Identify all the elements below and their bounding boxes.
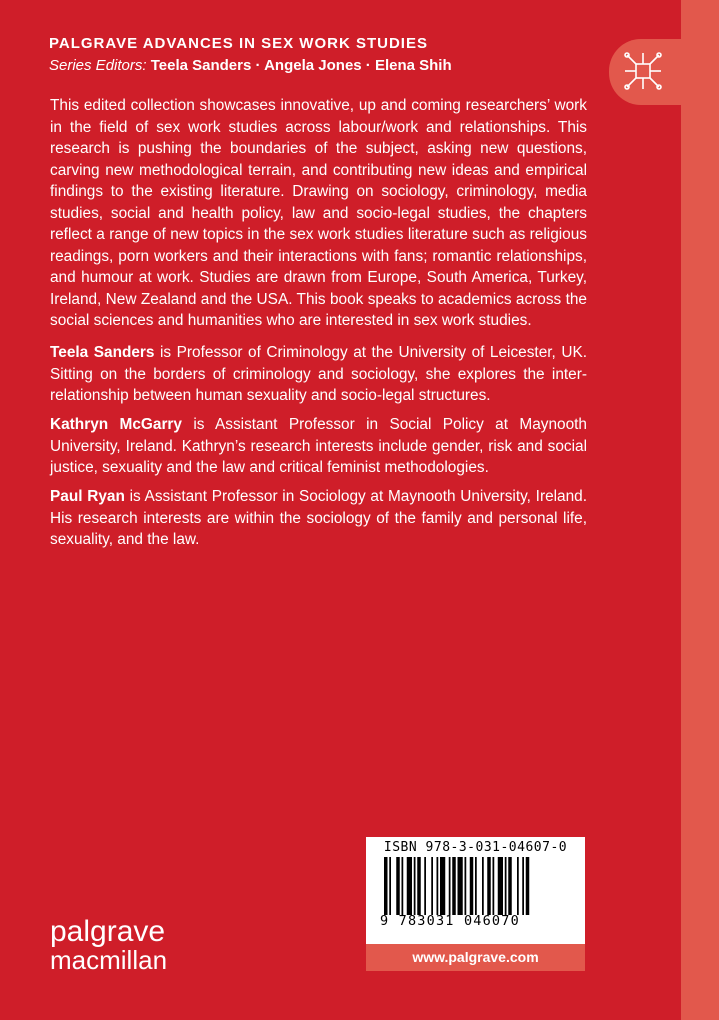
spine-stripe	[681, 0, 719, 1020]
book-description: This edited collection showcases innovative, up and coming researchers’ work in the field of sex work studies across labour/work and relationships. This research is pushing the boundaries of the subject, asking new questions, carving new methodological terrain, and contributing new ideas and empirical findings to the existing literature. Drawing on sociology, criminology, media studies, social and health policy, law and socio-legal studies, the chapters reflect a range of new topics in the sex work studies literature such as religious readings, porn workers and their interactions with fans; romantic relationships, and humour at work. Studies are drawn from Europe, South America, Turkey, Ireland, New Zealand and the USA. This book speaks to academics across the social sciences and humanities who are interested in sex work studies.	[50, 97, 587, 329]
author-bio-text: is Assistant Professor in Social Policy at Maynooth University, Ireland. Kathryn’s research interests include gender, risk and social justice, sexuality and the law and critical feminist methodologies.	[50, 416, 587, 476]
series-title: PALGRAVE ADVANCES IN SEX WORK STUDIES	[49, 35, 428, 52]
publisher-name-line1: palgrave	[50, 915, 166, 948]
barcode-bars	[384, 857, 574, 915]
author-bio	[50, 342, 587, 407]
author-name: Paul Ryan	[50, 488, 125, 505]
series-editors-names: Teela Sanders · Angela Jones · Elena Shih	[150, 57, 452, 74]
publisher-logo	[50, 915, 168, 975]
series-editors-label: Series Editors:	[49, 57, 147, 74]
author-name: Teela Sanders	[50, 344, 155, 361]
palgrave-logo-badge	[609, 39, 681, 105]
author-bio	[50, 486, 587, 551]
author-bio	[50, 414, 587, 479]
author-bio-text: is Assistant Professor in Sociology at Maynooth University, Ireland. His research interests are within the sociology of the family and personal life, sexuality, and the law.	[50, 488, 587, 548]
series-editors	[49, 57, 452, 74]
publisher-name-line2: macmillan	[50, 945, 168, 975]
author-bio-text: is Professor of Criminology at the University of Leicester, UK. Sitting on the borders of criminology and sociology, she explores the inter-relationship between human sexuality and socio-legal structures.	[50, 344, 587, 404]
palgrave-network-icon	[623, 51, 663, 91]
author-name: Kathryn McGarry	[50, 416, 182, 433]
barcode-digits: 9 783031 046070	[380, 913, 520, 929]
isbn-label: ISBN 978-3-031-04607-0	[383, 840, 568, 855]
publisher-url[interactable]: www.palgrave.com	[366, 944, 585, 971]
